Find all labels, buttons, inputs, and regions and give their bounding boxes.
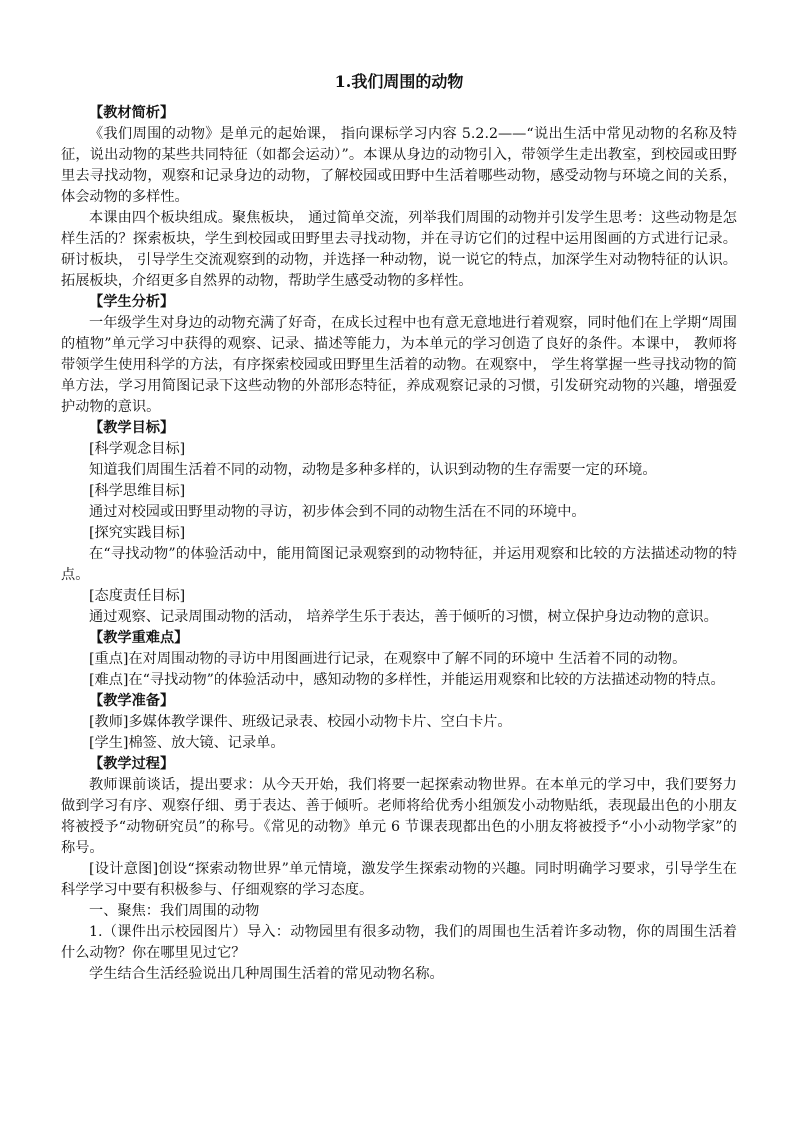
goal-label-scientific-thinking: [科学思维目标] — [89, 483, 186, 499]
paragraph: 一年级学生对身边的动物充满了好奇，在成长过程中也有意无意地进行着观察，同时他们在上学期“周围的植物”单元学习中获得的观察、记录、描述等能力，为本单元的学习创造了良好的条件。本课中， 教师将带领学生使用科学的方法，有序探索校园或田野里生活着的动物。在观察中， 学生将掌握一些寻找动物的简单方法，学习用简图记录下这些动物的外部形态特征，养成观察记录的习惯，引发研究动物的兴趣，增强爱护动物的意识。 — [61, 315, 737, 415]
goal-label-scientific-concept: [科学观念目标] — [89, 441, 186, 457]
document-page — [61, 70, 737, 985]
paragraph: 1.（课件出示校园图片）导入：动物园里有很多动物，我们的周围也生活着许多动物，你的周围生活着什么动物？你在哪里见过它？ — [61, 924, 737, 961]
section-heading-teaching-goals: 【教学目标】 — [89, 420, 175, 436]
goal-label-inquiry-practice: [探究实践目标] — [89, 525, 186, 541]
paragraph: [教师]多媒体教学课件、班级记录表、校园小动物卡片、空白卡片。 — [89, 714, 512, 730]
section-heading-preparation: 【教学准备】 — [89, 693, 175, 709]
paragraph: 本课由四个板块组成。聚焦板块， 通过简单交流，列举我们周围的动物并引发学生思考：这些动物是怎样生活的？探索板块，学生到校园或田野里去寻找动物，并在寻访它们的过程中运用图画的方式进行记录。研讨板块， 引导学生交流观察到的动物，并选择一种动物，说一说它的特点，加深学生对动物特征的认识。拓展板块，介绍更多自然界的动物，帮助学生感受动物的多样性。 — [61, 210, 737, 289]
section-heading-textbook-analysis: 【教材简析】 — [89, 105, 175, 121]
paragraph: 通过观察、记录周围动物的活动， 培养学生乐于表达，善于倾听的习惯，树立保护身边动物的意识。 — [89, 609, 718, 625]
section-heading-key-difficult-points: 【教学重难点】 — [89, 630, 189, 646]
paragraph: 一、聚焦：我们周围的动物 — [89, 903, 260, 919]
paragraph: 教师课前谈话，提出要求：从今天开始，我们将要一起探索动物世界。在本单元的学习中，我们要努力做到学习有序、观察仔细、勇于表达、善于倾听。老师将给优秀小组颁发小动物贴纸，表现最出色的小朋友将被授予“动物研究员”的称号。《常见的动物》单元 6 节课表现都出色的小朋友将被授予“小小动物学家”的称号。 — [61, 777, 737, 856]
paragraph: [学生]棉签、放大镜、记录单。 — [89, 735, 285, 751]
paragraph: [设计意图]创设“探索动物世界”单元情境，激发学生探索动物的兴趣。同时明确学习要求，引导学生在科学学习中要有积极参与、仔细观察的学习态度。 — [61, 861, 737, 898]
document-title: 1.我们周围的动物 — [334, 72, 464, 91]
section-heading-teaching-process: 【教学过程】 — [89, 756, 175, 772]
paragraph: 通过对校园或田野里动物的寻访，初步体会到不同的动物生活在不同的环境中。 — [89, 504, 586, 520]
paragraph: [重点]在对周围动物的寻访中用图画进行记录，在观察中了解不同的环境中 生活着不同的动物。 — [89, 651, 687, 667]
paragraph: 《我们周围的动物》是单元的起始课， 指向课标学习内容 5.2.2——“说出生活中常见动物的名称及特征，说出动物的某些共同特征（如都会运动）”。本课从身边的动物引入，带领学生走出教室，到校园或田野里去寻找动物，观察和记录身边的动物，了解校园或田野中生活着哪些动物，感受动物与环境之间的关系，体会动物的多样性。 — [61, 126, 737, 205]
goal-label-attitude-responsibility: [态度责任目标] — [89, 588, 186, 604]
paragraph: [难点]在“寻找动物”的体验活动中，感知动物的多样性，并能运用观察和比较的方法描述动物的特点。 — [89, 672, 725, 688]
paragraph: 在“寻找动物”的体验活动中，能用简图记录观察到的动物特征，并运用观察和比较的方法描述动物的特点。 — [61, 546, 737, 583]
paragraph: 知道我们周围生活着不同的动物，动物是多种多样的，认识到动物的生存需要一定的环境。 — [89, 462, 657, 478]
section-heading-student-analysis: 【学生分析】 — [89, 294, 175, 310]
paragraph: 学生结合生活经验说出几种周围生活着的常见动物名称。 — [89, 966, 444, 982]
